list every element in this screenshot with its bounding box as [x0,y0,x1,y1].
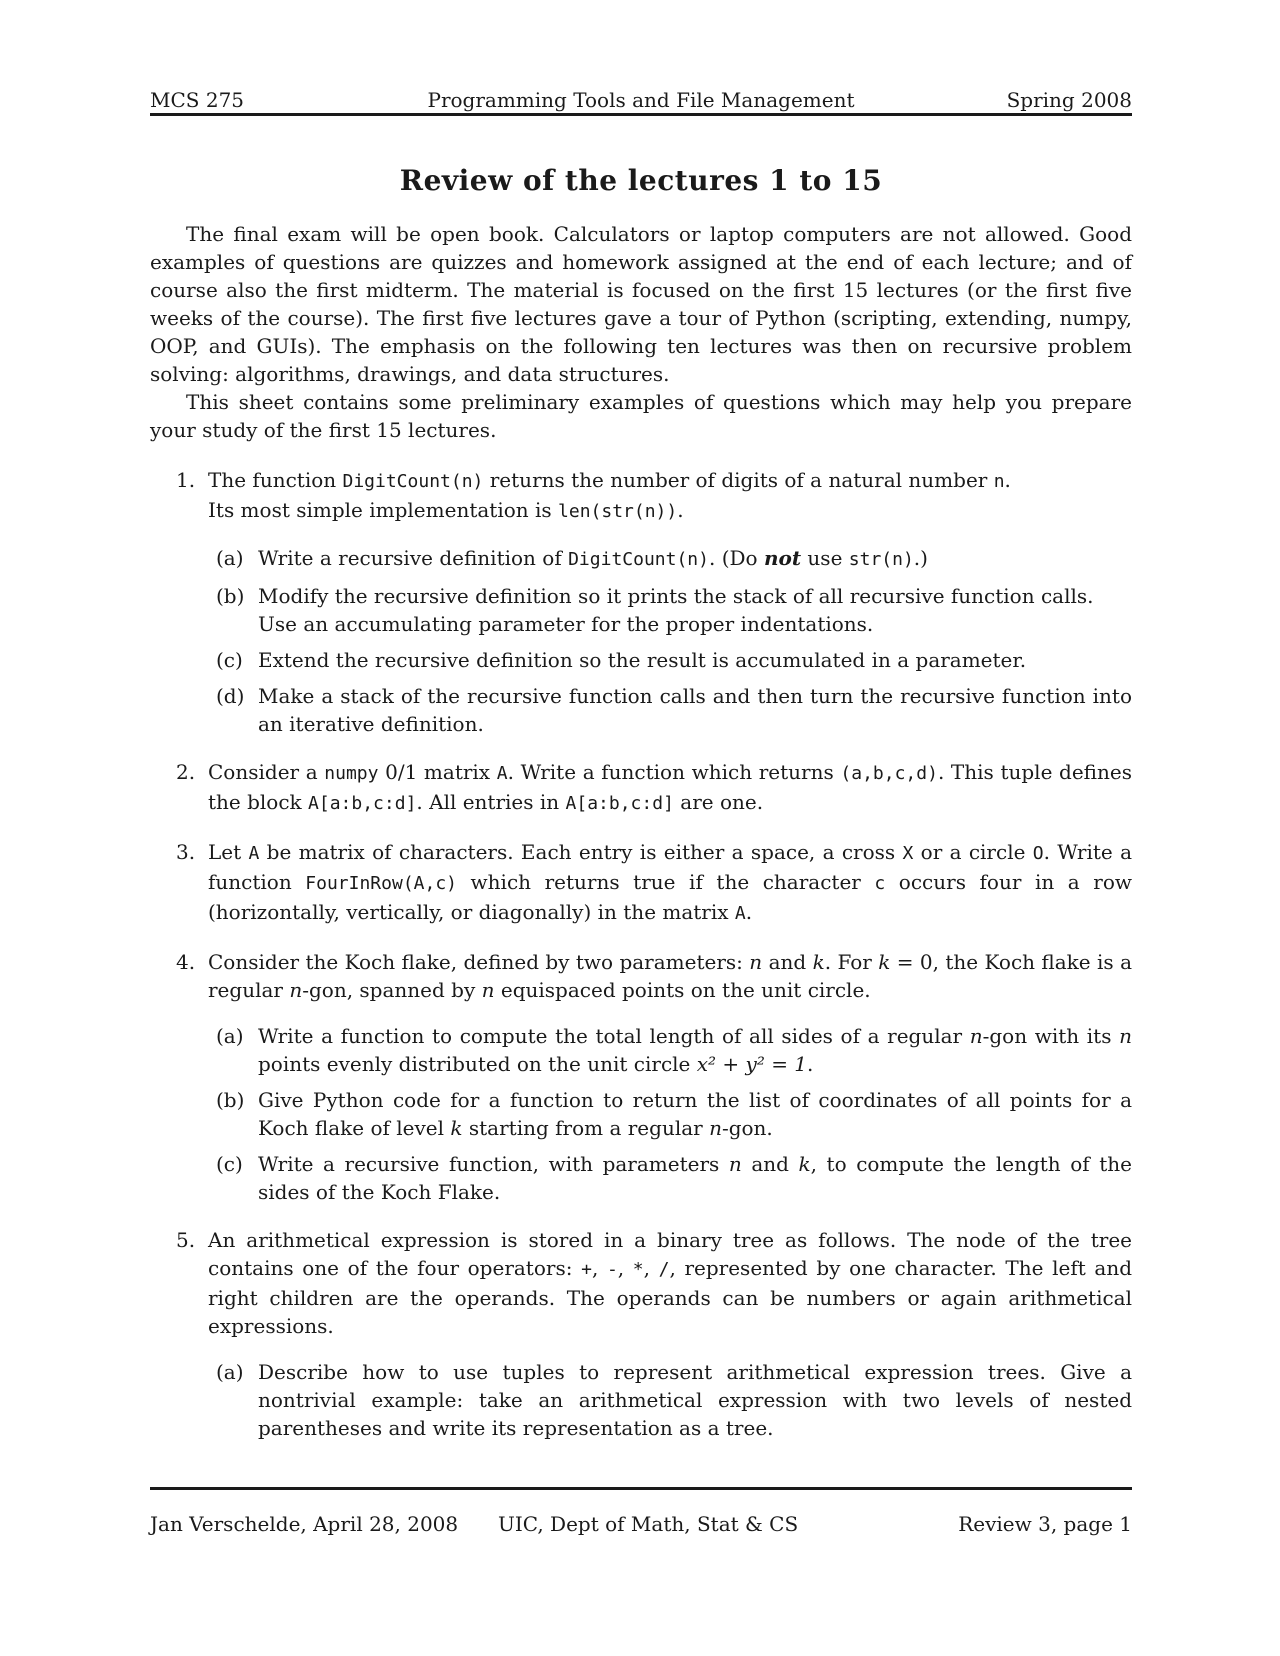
question-number: 1. [176,468,196,492]
course-code: MCS 275 [150,88,245,112]
subquestion-list [208,1358,1132,1442]
subquestion: (b) Give Python code for a function to return the list of coordinates of all points for a Koch flake of level k starting from a regular n-gon. [216,1088,1132,1140]
subquestion: (b) Modify the recursive definition so it prints the stack of all recursive function calls. Use an accumulating parameter for the proper indentations. [216,584,1094,636]
subquestion: (d) Make a stack of the recursive function calls and then turn the recursive function into an iterative definition. [216,684,1132,736]
question-5: 5. An arithmetical expression is stored in a binary tree as follows. The node of the tree contains one of the four operators: +, -, *, /, represented by one character. The left and right children are the operands. The operands can be numbers or again arithmetical expressions. (a) Describe how to use tuples to represent arithmetical expression trees. Give a nontrivial example: take an arithmetical expression with two levels of nested parentheses and write its representation as a tree. [176,1228,1133,1440]
footer-department: UIC, Dept of Math, Stat & CS [498,1512,799,1536]
subquestion: (a) Write a recursive definition of DigitCount(n). (Do not use str(n).) [216,546,928,570]
intro-paragraph: This sheet contains some preliminary examples of questions which may help you prepare your study of the first 15 lectures. [150,390,1132,442]
subquestion: (c) Extend the recursive definition so the result is accumulated in a parameter. [216,648,1027,672]
footer-author: Jan Verschelde, April 28, 2008 [150,1512,459,1536]
subquestion: (a) Write a function to compute the total length of all sides of a regular n-gon with its n points evenly distributed on the unit circle x² + y² = 1. [216,1024,1132,1076]
page-title: Review of the lectures 1 to 15 [399,164,883,197]
footer-page-number: Review 3, page 1 [958,1512,1132,1536]
footer-rule [150,1487,1132,1490]
term: Spring 2008 [1006,88,1132,112]
question-number: 4. [176,950,196,974]
document-body [150,220,1132,1462]
question-3: 3. Let A be matrix of characters. Each entry is either a space, a cross X or a circle O. Write a function FourInRow(A,c) which returns true if the character c occurs four in a row (horizontally, vertically, or diagonally) in the matrix A. [176,840,1133,924]
subquestion-list [208,544,1132,738]
question-number: 3. [176,840,196,864]
course-title: Programming Tools and File Management [427,88,855,112]
question-1: 1. The function DigitCount(n) returns the number of digits of a natural number n. Its most simple implementation is len(str(n)). (a) Write a recursive definition of DigitCount(n). (Do not use str(n).) (b) Modify the recursive definition so it prints the stack of all recursive function calls. Use an accumulating parameter for the proper indentations. (c) Extend the recursive definition so the result is accumulated in a parameter. (d) Make a stack of the recursive function calls and then turn the recursive function into an iterative definition. [176,468,1132,736]
header-rule [150,113,1132,116]
subquestion: (c) Write a recursive function, with parameters n and k, to compute the length of the sides of the Koch Flake. [216,1152,1132,1204]
intro-paragraph: The final exam will be open book. Calculators or laptop computers are not allowed. Good examples of questions are quizzes and homework assigned at the end of each lecture; and of course also the first midterm. The material is focused on the first 15 lectures (or the first five weeks of the course). The first five lectures gave a tour of Python (scripting, extending, numpy, OOP, and GUIs). The emphasis on the following ten lectures was then on recursive problem solving: algorithms, drawings, and data structures. [150,222,1132,386]
subquestion: (a) Describe how to use tuples to represent arithmetical expression trees. Give a nontrivial example: take an arithmetical expression with two levels of nested parentheses and write its representation as a tree. [216,1360,1132,1440]
question-number: 2. [176,760,196,784]
question-2: 2. Consider a numpy 0/1 matrix A. Write a function which returns (a,b,c,d). This tuple defines the block A[a:b,c:d]. All entries in A[a:b,c:d] are one. [176,760,1132,814]
subquestion-list [208,1022,1132,1206]
unit-circle-equation: x² + y² = 1 [696,1052,808,1076]
question-list [150,466,1132,1442]
question-4: 4. Consider the Koch flake, defined by two parameters: n and k. For k = 0, the Koch flake is a regular n-gon, spanned by n equispaced points on the unit circle. (a) Write a function to compute the total length of all sides of a regular n-gon with its n points evenly distributed on the unit circle x² + y² = 1. (b) Give Python code for a function to return the list of coordinates of all points for a Koch flake of level k starting from a regular n-gon. (c) Write a recursive function, with parameters n and k, to compute the length of the sides of the Koch Flake. [176,950,1132,1204]
document-page [150,0,1132,1656]
question-number: 5. [176,1228,196,1252]
